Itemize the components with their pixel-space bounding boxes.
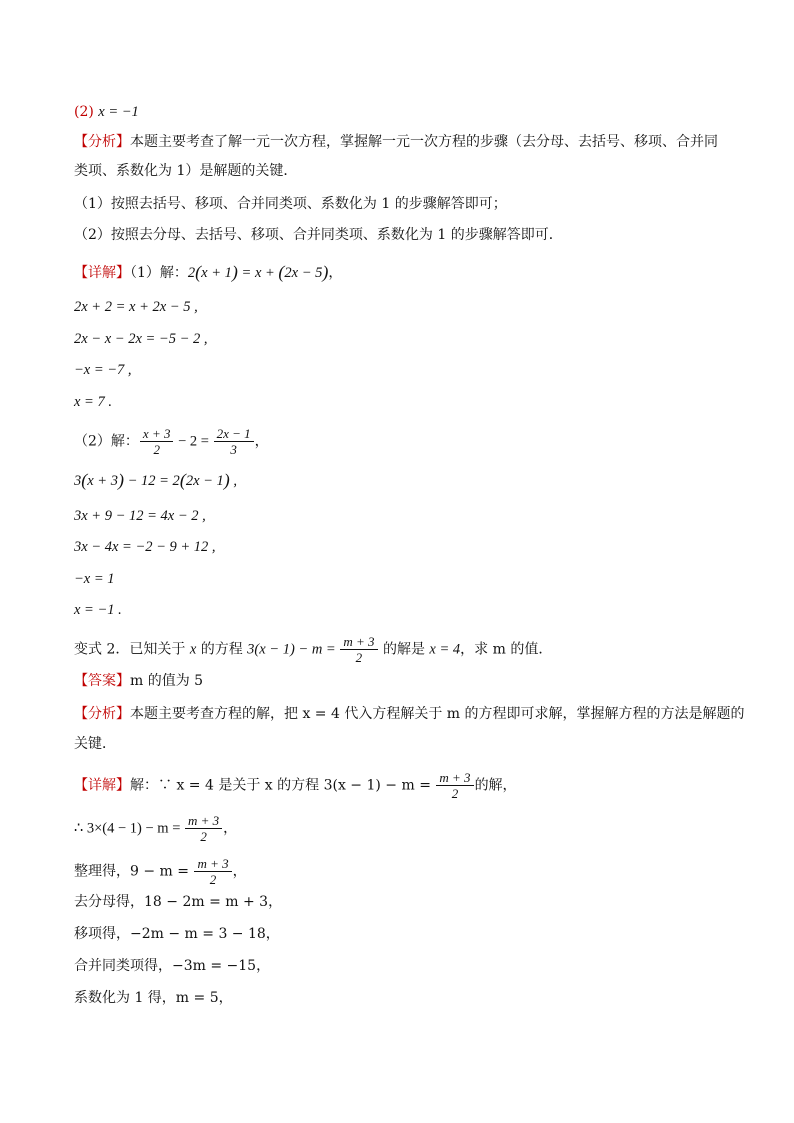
fraction: $\frac{m + 3}{2}$ (340, 634, 377, 665)
fraction: $\frac{2x - 1}{3}$ (214, 426, 254, 457)
answer-text: m 的值为 5 (130, 673, 204, 689)
step-line: 3x − 4x = −2 − 9 + 12 , (74, 539, 216, 555)
part2-answer-line (74, 102, 139, 122)
step-line: −x = 1 (74, 571, 115, 587)
analysis-point-1: （1）按照去括号、移项、合并同类项、系数化为 1 的步骤解答即可； (74, 196, 507, 212)
detail-part2-line: （2）解： $\frac{x + 3}{2}$ − 2 = $\frac{2x - 1}{3}$ ， (74, 426, 269, 457)
detail-intro-2: （2）解： (74, 433, 139, 450)
detail-intro: （1）解： (130, 265, 188, 281)
answer-tag: 【答案】 (74, 673, 130, 689)
detail2-step: 系数化为 1 得，m = 5， (74, 990, 233, 1006)
analysis-point-2: （2）按照去分母、去括号、移项、合并同类项、系数化为 1 的步骤解答即可． (74, 227, 563, 243)
part-label: (2) (74, 104, 99, 120)
analysis2-line-2: 关键． (74, 736, 116, 752)
answer-expression: x = −1 (98, 104, 139, 120)
detail2-line-1: 【详解】解：∵ x = 4 是关于 x 的方程 3(x − 1) − m = $\frac{m + 3}{2}$ 的解， (74, 770, 517, 801)
detail2-step: 合并同类项得，−3m = −15， (74, 958, 271, 974)
step-line: x = 7 . (74, 394, 112, 410)
analysis2-line-1: 【分析】本题主要考查方程的解，把 x = 4 代入方程解关于 m 的方程即可求解，掌握解方程的方法是解题的 (74, 706, 745, 722)
analysis-text: 本题主要考查了解一元一次方程，掌握解一元一次方程的步骤（去分母、去括号、移项、合并同 (130, 134, 718, 150)
detail-tag: 【详解】 (74, 777, 130, 794)
detail2-step-2: 整理得，9 − m = $\frac{m + 3}{2}$ ， (74, 856, 247, 887)
equation-1: 2(x + 1) = x + (2x − 5) (187, 262, 329, 282)
step-line: 3x + 9 − 12 = 4x − 2 , (74, 508, 206, 524)
analysis-line-2: 类项、系数化为 1）是解题的关键． (74, 163, 298, 179)
step-line: −x = −7 , (74, 362, 132, 378)
analysis-line-1 (74, 132, 718, 152)
detail-tag: 【详解】 (74, 265, 130, 281)
step-line: 3(x + 3) − 12 = 2(2x − 1) , (74, 470, 238, 490)
analysis-tag: 【分析】 (74, 706, 130, 722)
step-line: x = −1 . (74, 602, 122, 618)
fraction: $\frac{x + 3}{2}$ (140, 426, 174, 457)
fraction: $\frac{m + 3}{2}$ (185, 813, 222, 844)
step-line: 2x + 2 = x + 2x − 5 , (74, 299, 198, 315)
answer-line (74, 671, 203, 691)
detail2-step: 移项得，−2m − m = 3 − 18， (74, 926, 280, 942)
detail2-step-1: ∴ 3×(4 − 1) − m = $\frac{m + 3}{2}$ ， (74, 813, 238, 844)
analysis-tag: 【分析】 (74, 134, 130, 150)
step-line: 2x − x − 2x = −5 − 2 , (74, 331, 208, 347)
variant-question: 变式 2．已知关于 x 的方程 3(x − 1) − m = $\frac{m + 3}{2}$ 的解是 x = 4，求 m 的值． (74, 634, 553, 665)
fraction: $\frac{m + 3}{2}$ (194, 856, 231, 887)
detail-line-1: 【详解】（1）解：2(x + 1) = x + (2x − 5)， (74, 262, 343, 282)
fraction: $\frac{m + 3}{2}$ (436, 770, 473, 801)
detail2-step: 去分母得，18 − 2m = m + 3， (74, 894, 283, 910)
